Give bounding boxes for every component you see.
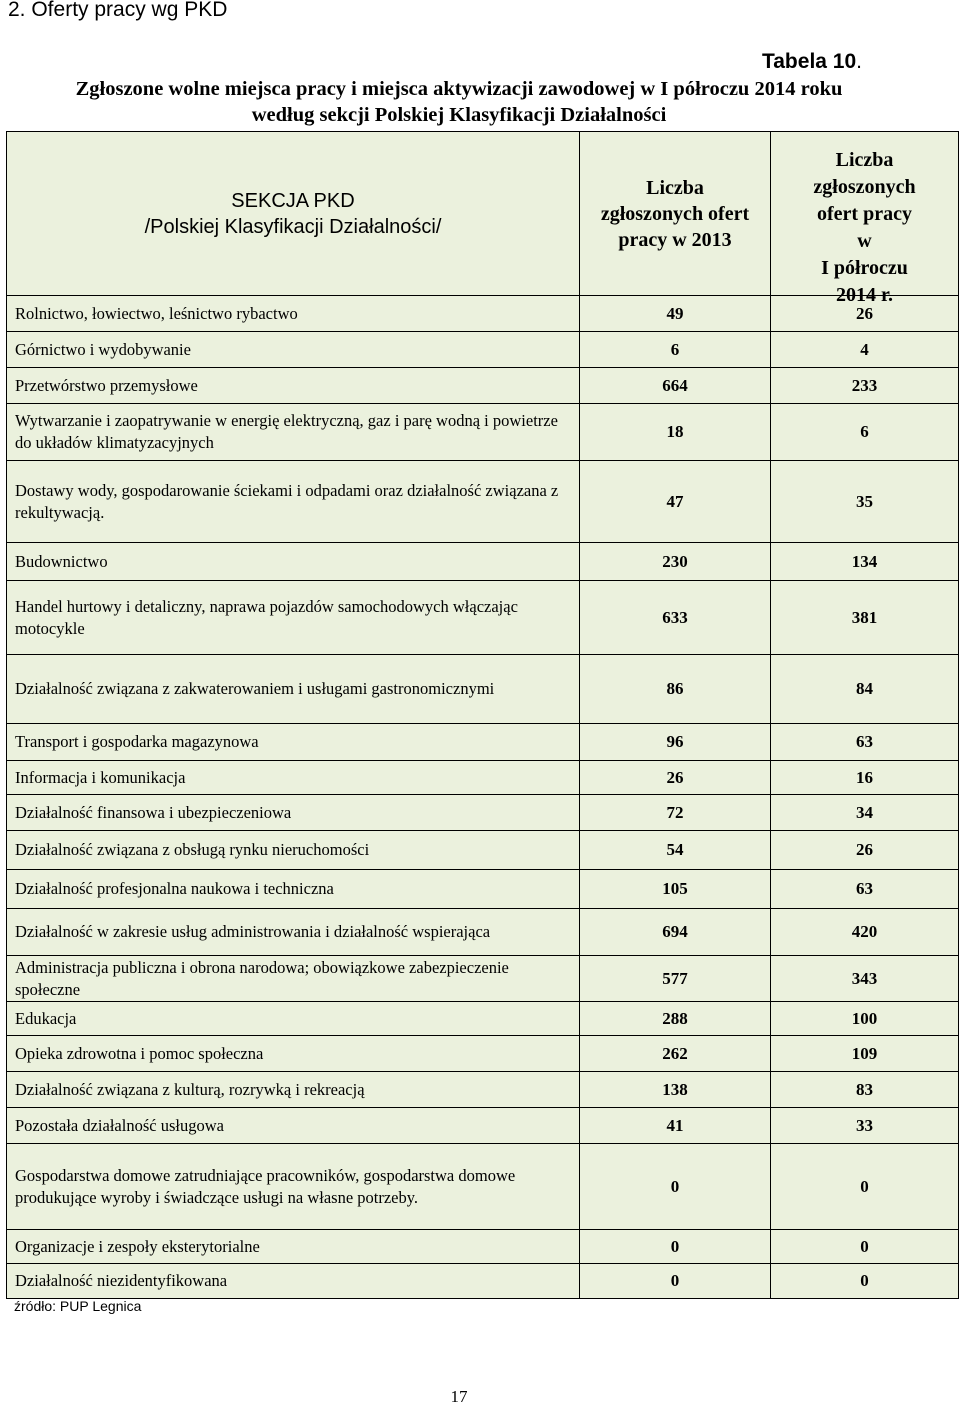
table-row: [7, 543, 959, 581]
row-section: Handel hurtowy i detaliczny, naprawa pojazdów samochodowych włączając motocykle: [7, 581, 580, 655]
header-2014-line6: 2014 r.: [835, 284, 894, 306]
row-2014: 6: [771, 404, 959, 461]
row-section: Rolnictwo, łowiectwo, leśnictwo rybactwo: [7, 296, 580, 332]
row-2013: 26: [580, 761, 771, 795]
table-label: [762, 50, 862, 74]
row-2014: 0: [771, 1264, 959, 1299]
row-section: Wytwarzanie i zaopatrywanie w energię elektryczną, gaz i parę wodną i powietrze do układów klimatyzacyjnych: [7, 404, 580, 461]
header-2014-line5: I półroczu: [821, 257, 908, 279]
table-row: [7, 831, 959, 870]
source-note: źródło: PUP Legnica: [14, 1298, 142, 1314]
table-row: [7, 1264, 959, 1299]
section-heading: 2. Oferty pracy wg PKD: [8, 0, 228, 21]
row-2014: 4: [771, 332, 959, 368]
table-row: [7, 1144, 959, 1230]
table-header-row: [7, 132, 959, 296]
header-2013: [580, 132, 771, 296]
table-row: [7, 724, 959, 761]
table-row: [7, 870, 959, 909]
row-2014: 0: [771, 1144, 959, 1230]
row-2013: 96: [580, 724, 771, 761]
row-2014: 343: [771, 956, 959, 1002]
row-section: Budownictwo: [7, 543, 580, 581]
row-2013: 54: [580, 831, 771, 870]
table-title-line1: Zgłoszone wolne miejsca pracy i miejsca aktywizacji zawodowej w I półroczu 2014 roku: [75, 78, 843, 100]
row-2013: 138: [580, 1072, 771, 1108]
table-row: [7, 1072, 959, 1108]
row-2014: 134: [771, 543, 959, 581]
row-2013: 577: [580, 956, 771, 1002]
row-section: Działalność związana z obsługą rynku nieruchomości: [7, 831, 580, 870]
row-2014: 83: [771, 1072, 959, 1108]
row-section: Działalność związana z zakwaterowaniem i usługami gastronomicznymi: [7, 655, 580, 724]
row-2014: 63: [771, 724, 959, 761]
table-row: [7, 1002, 959, 1036]
row-section: Działalność profesjonalna naukowa i techniczna: [7, 870, 580, 909]
row-2014: 26: [771, 296, 959, 332]
table-row: [7, 956, 959, 1002]
row-2014: 63: [771, 870, 959, 909]
row-2013: 49: [580, 296, 771, 332]
row-2013: 41: [580, 1108, 771, 1144]
row-2014: 26: [771, 831, 959, 870]
row-section: Opieka zdrowotna i pomoc społeczna: [7, 1036, 580, 1072]
row-2013: 694: [580, 909, 771, 956]
row-2014: 0: [771, 1230, 959, 1264]
row-2013: 230: [580, 543, 771, 581]
row-section: Działalność finansowa i ubezpieczeniowa: [7, 795, 580, 831]
header-section-line2: /Polskiej Klasyfikacji Działalności/: [144, 215, 442, 238]
header-section: [7, 132, 580, 296]
table-label-text: Tabela 10: [761, 50, 857, 73]
row-2013: 288: [580, 1002, 771, 1036]
row-section: Pozostała działalność usługowa: [7, 1108, 580, 1144]
table-row: [7, 761, 959, 795]
row-section: Działalność niezidentyfikowana: [7, 1264, 580, 1299]
header-2014: [771, 132, 959, 306]
row-2014: 34: [771, 795, 959, 831]
row-section: Organizacje i zespoły eksterytorialne: [7, 1230, 580, 1264]
row-2013: 18: [580, 404, 771, 461]
row-2013: 86: [580, 655, 771, 724]
row-2014: 381: [771, 581, 959, 655]
row-section: Informacja i komunikacja: [7, 761, 580, 795]
table-row: [7, 1036, 959, 1072]
table-row: [7, 332, 959, 368]
table-row: [7, 795, 959, 831]
row-2014: 84: [771, 655, 959, 724]
row-2013: 0: [580, 1264, 771, 1299]
row-2013: 0: [580, 1230, 771, 1264]
row-section: Przetwórstwo przemysłowe: [7, 368, 580, 404]
row-2013: 105: [580, 870, 771, 909]
row-2013: 0: [580, 1144, 771, 1230]
header-2014-line3: ofert pracy: [817, 203, 912, 225]
pkd-offers-table: [6, 131, 959, 1299]
row-2014: 35: [771, 461, 959, 543]
table-row: [7, 461, 959, 543]
row-section: Gospodarstwa domowe zatrudniające pracowników, gospodarstwa domowe produkujące wyroby i świadczące usługi na własne potrzeby.: [7, 1144, 580, 1230]
row-2014: 16: [771, 761, 959, 795]
table-row: [7, 581, 959, 655]
page-number: 17: [450, 1387, 468, 1406]
row-2014: 420: [771, 909, 959, 956]
row-2013: 6: [580, 332, 771, 368]
table-row: [7, 909, 959, 956]
header-2014-line1: Liczba: [835, 149, 894, 171]
header-2014-line2: zgłoszonych: [813, 176, 916, 198]
table-row: [7, 404, 959, 461]
row-2014: 233: [771, 368, 959, 404]
row-section: Działalność w zakresie usług administrowania i działalność wspierająca: [7, 909, 580, 956]
header-2013-line1: Liczba: [646, 176, 704, 199]
table-row: [7, 655, 959, 724]
row-2014: 33: [771, 1108, 959, 1144]
row-2013: 664: [580, 368, 771, 404]
header-2014-line4: w: [857, 230, 872, 252]
row-2013: 633: [580, 581, 771, 655]
row-2014: 109: [771, 1036, 959, 1072]
row-2013: 262: [580, 1036, 771, 1072]
row-2013: 47: [580, 461, 771, 543]
header-2013-line2: zgłoszonych ofert: [600, 202, 750, 225]
row-section: Transport i gospodarka magazynowa: [7, 724, 580, 761]
row-2014: 100: [771, 1002, 959, 1036]
table-row: [7, 296, 959, 332]
row-section: Dostawy wody, gospodarowanie ściekami i odpadami oraz działalność związana z rekultywacją.: [7, 461, 580, 543]
row-section: Działalność związana z kulturą, rozrywką i rekreacją: [7, 1072, 580, 1108]
table-title-line2: według sekcji Polskiej Klasyfikacji Działalności: [251, 104, 667, 126]
table-row: [7, 1108, 959, 1144]
table-label-suffix: .: [856, 50, 862, 73]
row-section: Górnictwo i wydobywanie: [7, 332, 580, 368]
row-section: Edukacja: [7, 1002, 580, 1036]
table-row: [7, 368, 959, 404]
header-section-line1: SEKCJA PKD: [231, 189, 355, 212]
row-section: Administracja publiczna i obrona narodowa; obowiązkowe zabezpieczenie społeczne: [7, 956, 580, 1002]
row-2013: 72: [580, 795, 771, 831]
header-2013-line3: pracy w 2013: [618, 228, 732, 251]
table-row: [7, 1230, 959, 1264]
